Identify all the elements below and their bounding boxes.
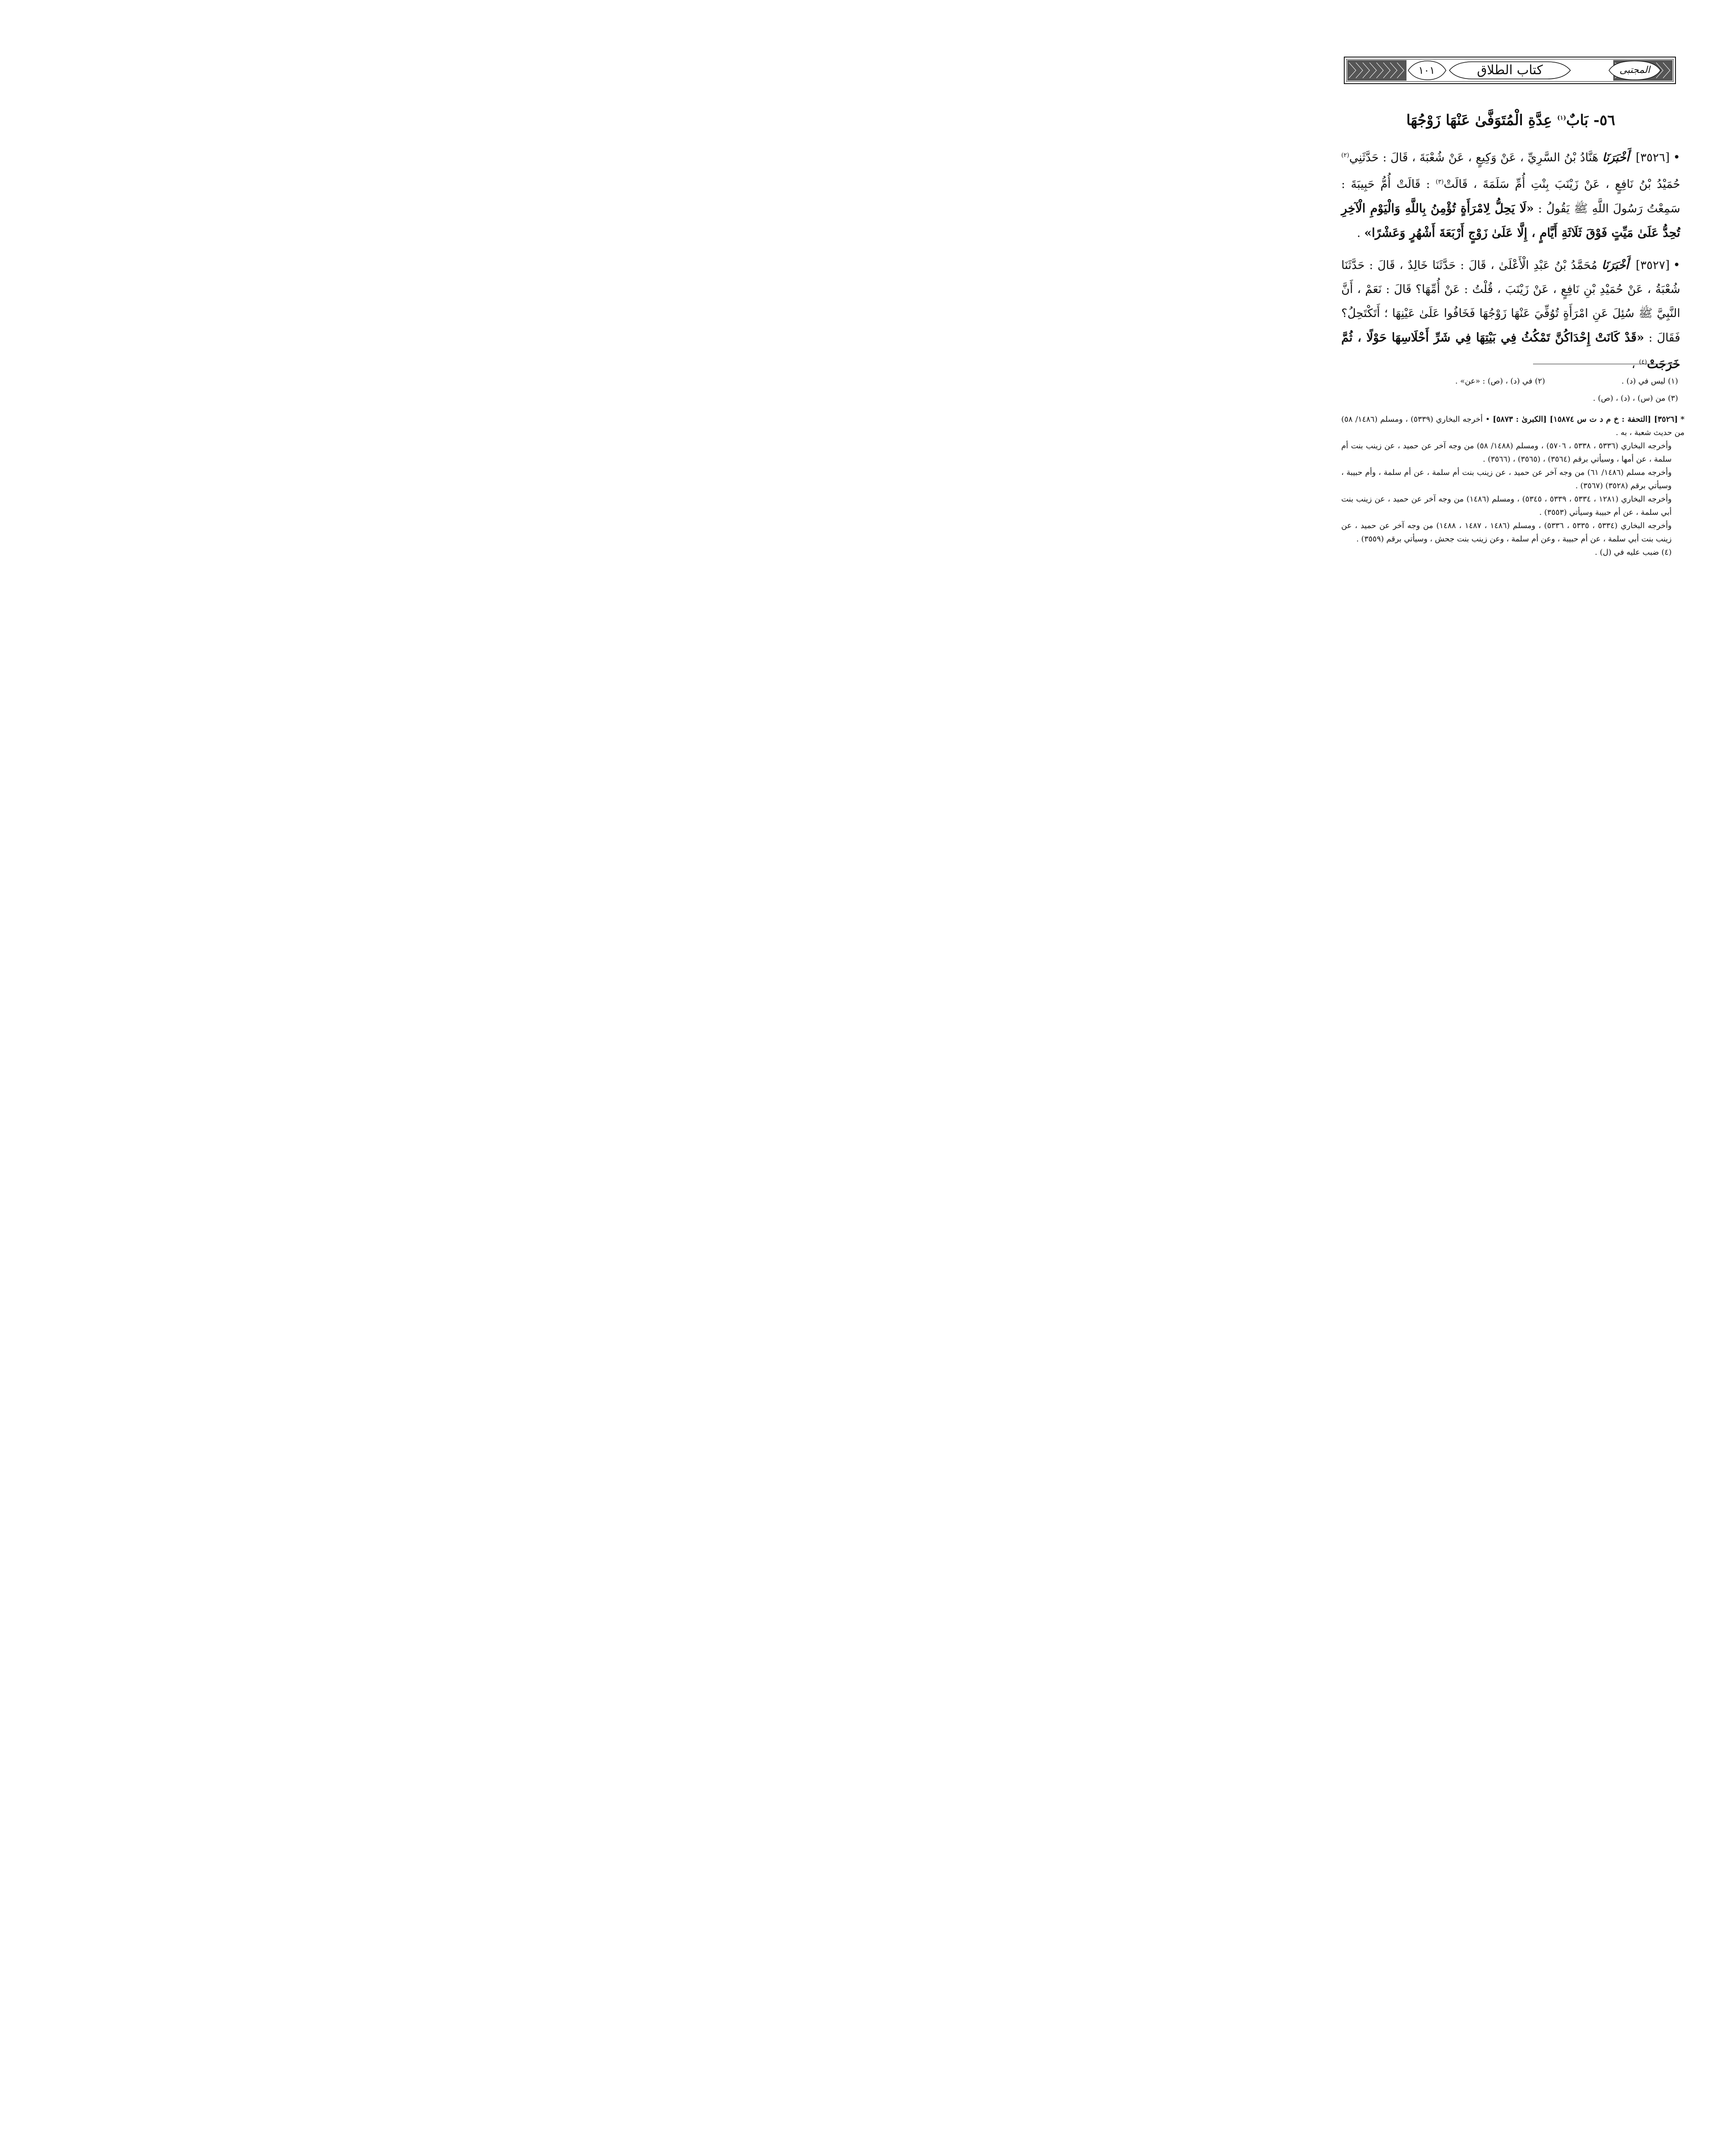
takhrij-section bbox=[1341, 413, 1685, 559]
takhrij-reference: [٣٥٢٦] [التحفة : خ م د ت س ١٥٨٧٤] [الكبرىٰ : ٥٨٧٣] bbox=[1492, 415, 1678, 424]
matn: «قَدْ كَانَتْ إِحْدَاكُنَّ تَمْكُثُ فِي بَيْتِهَا فِي شَرِّ أَحْلَاسِهَا حَوْلًا ، ثُمَّ خَرَجَتْ bbox=[1341, 330, 1680, 371]
footnote-marker: (١) bbox=[1557, 115, 1567, 121]
asterisk: * bbox=[1680, 415, 1685, 424]
matn: «لَا يَحِلُّ لِامْرَأَةٍ تُؤْمِنُ بِاللَّهِ وَالْيَوْمِ الْآخِرِ تُحِدُّ عَلَىٰ مَيِّتٍ فَوْقَ ثَلَاثَةِ أَيَّامٍ ، إِلَّا عَلَىٰ زَوْجٍ أَرْبَعَةَ أَشْهُرٍ وَعَشْرًا» bbox=[1341, 201, 1680, 240]
end-mark: ، bbox=[1631, 358, 1636, 371]
chapter-heading-text: عِدَّةِ الْمُتَوَفَّىٰ عَنْهَا زَوْجُهَا bbox=[1406, 112, 1552, 129]
takhrij-paragraph: وأخرجه البخاري (١٢٨١ ، ٥٣٣٤ ، ٥٣٣٩ ، ٥٣٤٥) ، ومسلم (١٤٨٦) من وجه آخر عن حميد ، عن زينب بنت أبي سلمة ، عن أم حبيبة وسيأتي (٣٥٥٣) . bbox=[1341, 495, 1672, 517]
takhrij-paragraph: وأخرجه مسلم (١٤٨٦/ ٦١) من وجه آخر عن حميد ، عن زينب بنت أم سلمة ، عن أم سلمة ، وأم حبيبة ، وسيأتي برقم (٣٥٢٨) (٣٥٦٧) . bbox=[1341, 468, 1672, 490]
footnote-marker: (٣) bbox=[1436, 178, 1444, 185]
takhrij-paragraph: وأخرجه البخاري (٥٣٣٦ ، ٥٣٣٨ ، ٥٧٠٦) ، ومسلم (١٤٨٨/ ٥٨) من وجه آخر عن حميد ، عن زينب بنت أم سلمة ، عن أمها ، وسيأتي برقم (٣٥٦٤) ، (٣٥٦٥) ، (٣٥٦٦) . bbox=[1341, 441, 1672, 464]
footnote-marker: (٢) bbox=[1341, 152, 1349, 159]
bullet: • bbox=[1673, 258, 1680, 272]
page-number: ١٠١ bbox=[1418, 64, 1435, 76]
book-title-logo: المجتبى bbox=[1619, 65, 1650, 76]
isnad: حُمَيْدُ بْنُ نَافِعٍ ، عَنْ زَيْنَبَ بِنْتِ أُمِّ سَلَمَةَ ، قَالَتْ bbox=[1443, 178, 1680, 191]
hadith-number: [٣٥٢٧] bbox=[1636, 259, 1670, 272]
chapter-heading bbox=[1369, 107, 1652, 131]
hadith-3527 bbox=[1341, 253, 1680, 377]
chapter-title: كتاب الطلاق bbox=[1477, 63, 1543, 78]
akhbarana: أَخْبَرَنَا bbox=[1602, 259, 1629, 272]
footnote-1: (١) ليس في (د) . bbox=[1621, 377, 1678, 386]
takhrij-paragraph: وأخرجه البخاري (٥٣٣٤ ، ٥٣٣٥ ، ٥٣٣٦) ، ومسلم (١٤٨٦ ، ١٤٨٧ ، ١٤٨٨) من وجه آخر عن حميد ، عن زينب بنت أبي سلمة ، عن أم حبيبة ، وعن أم سلمة ، وعن زينب بنت جحش ، وسيأتي برقم (٣٥٥٩) . bbox=[1341, 521, 1672, 544]
footnote-2: (٢) في (د) ، (ص) : «عن» . bbox=[1455, 377, 1545, 386]
chapter-number: ٥٦- بَابٌ bbox=[1566, 112, 1615, 129]
end-mark: . bbox=[1357, 227, 1361, 240]
akhbarana: أَخْبَرَنَا bbox=[1602, 151, 1630, 164]
takhrij-3526 bbox=[1341, 413, 1685, 439]
bullet: • bbox=[1673, 150, 1680, 164]
isnad: : قَالَتْ أُمُّ حَبِيبَةَ : سَمِعْتُ رَسُولَ اللَّهِ ﷺ يَقُولُ : bbox=[1341, 178, 1680, 215]
isnad: مُحَمَّدُ بْنُ عَبْدِ الْأَعْلَىٰ ، قَالَ : حَدَّثَنَا خَالِدٌ ، قَالَ : حَدَّثَنَا شُعْبَةُ ، عَنْ حُمَيْدِ بْنِ نَافِعٍ ، عَنْ زَيْنَبَ ، قُلْتُ : عَنْ أُمِّهَا؟ قَالَ : نَعَمْ ، أَنَّ النَّبِيَّ ﷺ سُئِلَ عَنِ امْرَأَةٍ تُوُفِّيَ عَنْهَا زَوْجُهَا فَخَافُوا عَلَىٰ عَيْنِهَا ؛ أَتَكْتَحِلُ؟ فَقَالَ : bbox=[1341, 259, 1680, 344]
running-header bbox=[1344, 57, 1676, 84]
footnote-3: (٣) من (س) ، (د) ، (ص) . bbox=[1593, 394, 1678, 403]
hadith-number: [٣٥٢٦] bbox=[1636, 151, 1670, 164]
footnote-4: (٤) ضبب عليه في (ل) . bbox=[1595, 548, 1672, 557]
takhrij-text: • أخرجه البخاري (٥٣٣٩) ، ومسلم (١٤٨٦/ ٥٨) من حديث شعبة ، به . bbox=[1341, 415, 1685, 437]
hadith-3526 bbox=[1341, 143, 1680, 245]
footnote-marker: (٤) bbox=[1639, 359, 1647, 366]
isnad: هَنَّادُ بْنُ السَّرِيِّ ، عَنْ وَكِيعٍ ، عَنْ شُعْبَةَ ، قَالَ : حَدَّثَنِي bbox=[1349, 151, 1599, 164]
book-page bbox=[1283, 0, 1736, 669]
